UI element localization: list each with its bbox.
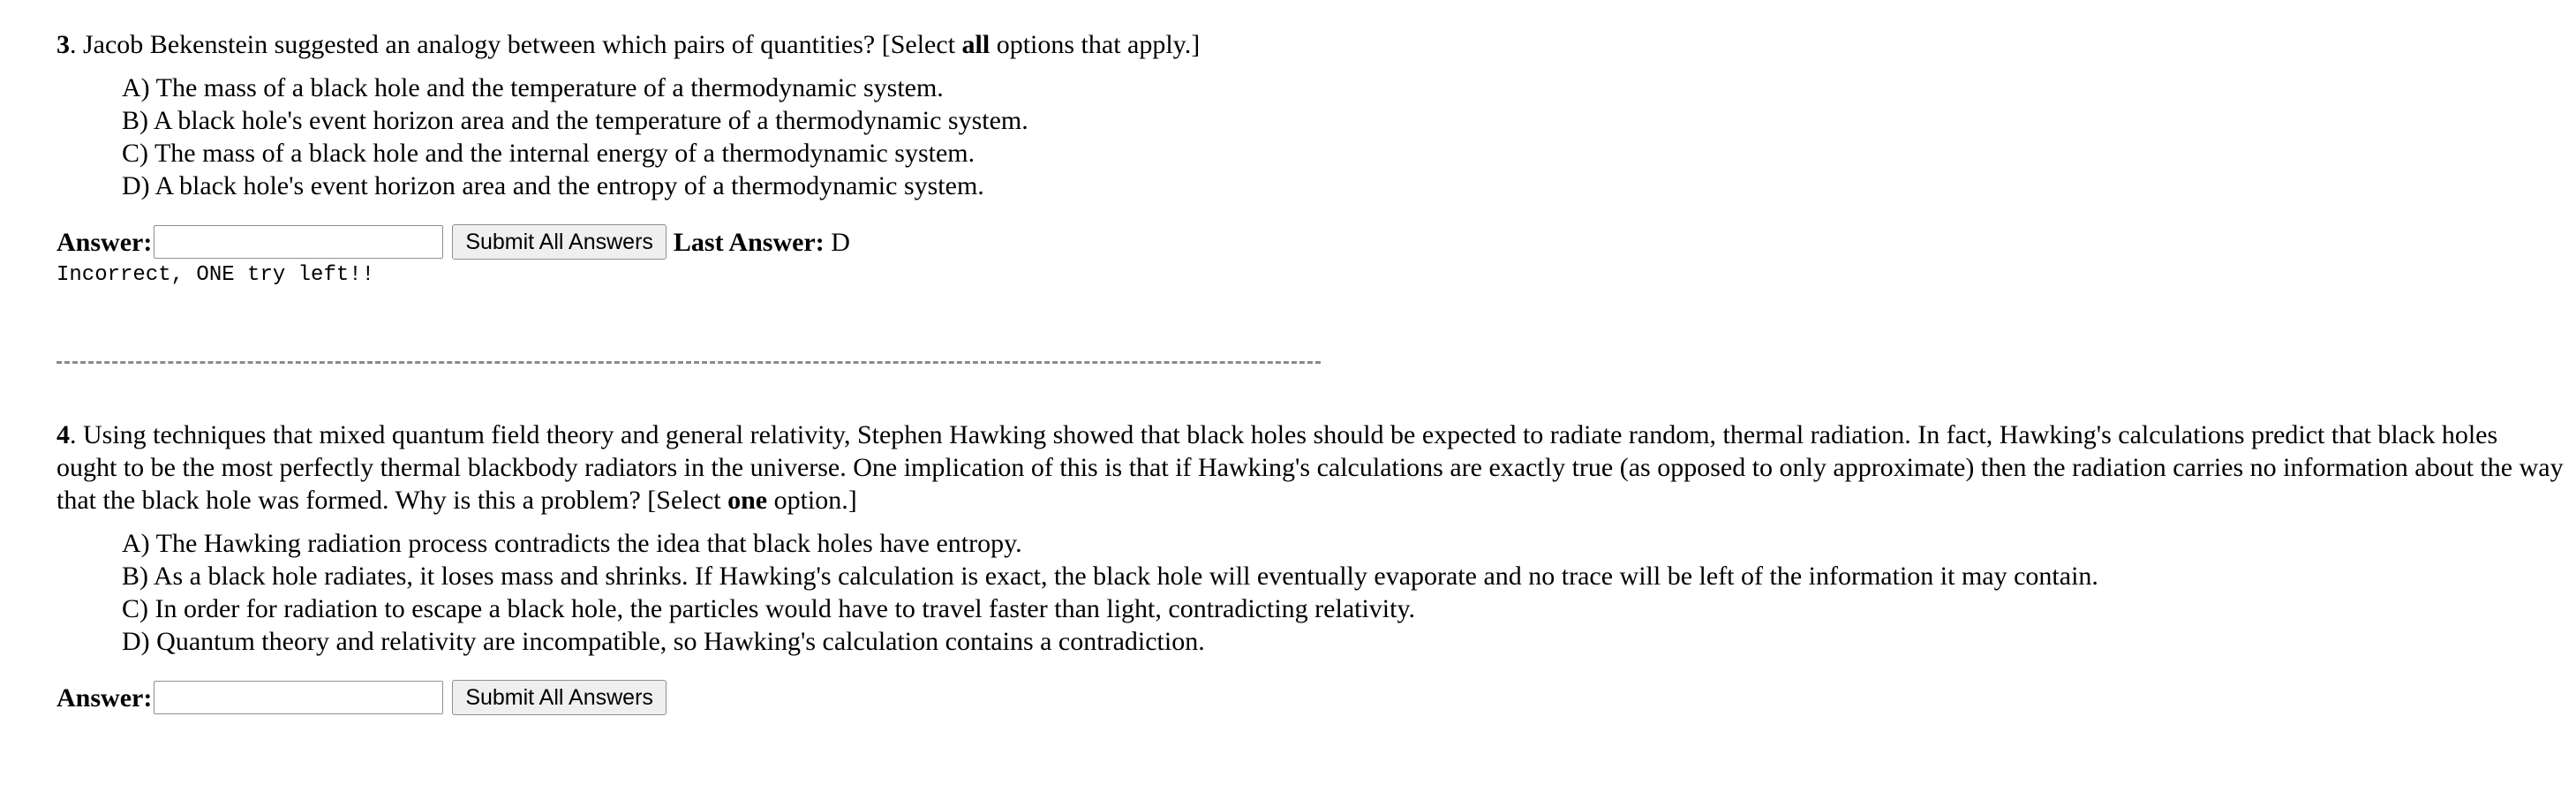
question-number: 3 [56, 30, 70, 59]
submit-all-answers-button[interactable]: Submit All Answers [452, 224, 667, 260]
question-divider [56, 361, 1321, 364]
answer-label: Answer: [56, 227, 153, 257]
option-a: A) The Hawking radiation process contradicts the idea that black holes have entropy. [122, 529, 1022, 558]
question-4 [56, 419, 2576, 716]
answer-row [56, 223, 2576, 260]
last-answer-label: Last Answer: [673, 227, 825, 257]
option-d: D) A black hole's event horizon area and the entropy of a thermodynamic system. [122, 171, 984, 200]
feedback-message: Incorrect, ONE try left!! [56, 263, 375, 287]
answer-row [56, 679, 2576, 716]
last-answer-value: D [831, 227, 850, 257]
question-text-start: . Jacob Bekenstein suggested an analogy between which pairs of quantities? [Select [70, 30, 962, 59]
question-text [56, 419, 2564, 517]
option-d: D) Quantum theory and relativity are incompatible, so Hawking's calculation contains a contradiction. [122, 627, 1205, 656]
question-text-emphasis: one [727, 486, 768, 515]
option-list [122, 527, 2576, 658]
answer-input[interactable] [154, 681, 443, 714]
question-text-emphasis: all [961, 30, 990, 59]
question-text-start: . Using techniques that mixed quantum field theory and general relativity, Stephen Hawking showed that black holes should be expected to radiate random, thermal radiation. In fact, Hawking's calculations predict that black holes ought to be the most perfectly thermal blackbody radiators in the universe. One implication of this is that if Hawking's calculations are exactly true (as opposed to only approximate) then the radiation carries no information about the way that the black hole was formed. Why is this a problem? [Select [56, 420, 2564, 515]
question-3 [56, 28, 2576, 289]
option-c: C) The mass of a black hole and the internal energy of a thermodynamic system. [122, 139, 975, 168]
answer-input[interactable] [154, 225, 443, 259]
question-text-end: option.] [767, 486, 857, 515]
option-list [122, 72, 2576, 202]
option-c: C) In order for radiation to escape a black hole, the particles would have to travel faster than light, contradicting relativity. [122, 594, 1416, 623]
question-text-end: options that apply.] [990, 30, 1201, 59]
question-number: 4 [56, 420, 70, 449]
answer-label: Answer: [56, 683, 153, 713]
option-a: A) The mass of a black hole and the temperature of a thermodynamic system. [122, 73, 944, 102]
submit-all-answers-button[interactable]: Submit All Answers [452, 680, 667, 715]
last-answer [674, 226, 850, 259]
option-b: B) A black hole's event horizon area and the temperature of a thermodynamic system. [122, 106, 1028, 135]
option-b: B) As a black hole radiates, it loses mass and shrinks. If Hawking's calculation is exact, the black hole will eventually evaporate and no trace will be left of the information it may contain. [122, 562, 2098, 591]
question-text [56, 28, 2564, 61]
